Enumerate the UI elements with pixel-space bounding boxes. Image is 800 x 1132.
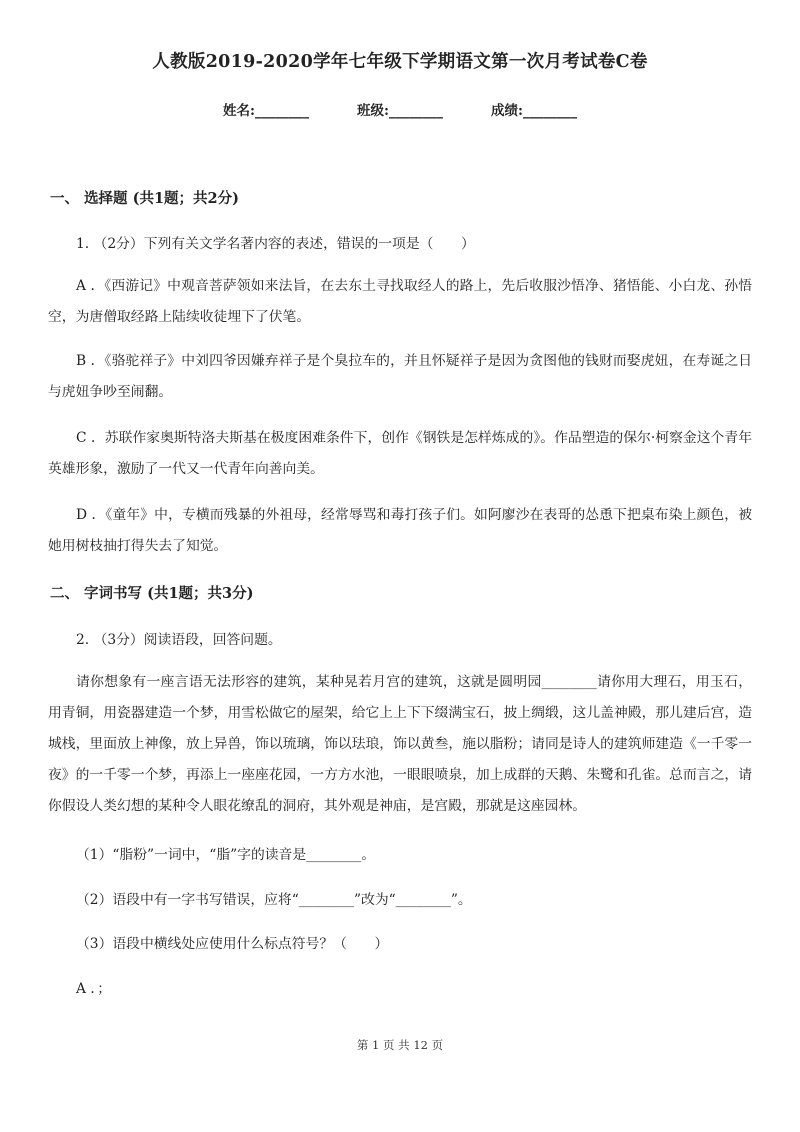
class-field-label: 班级:________: [357, 103, 443, 119]
question-1-option-d: D ．《童年》中，专横而残暴的外祖母，经常辱骂和毒打孩子们。如阿廖沙在表哥的怂恿下把桌布染上颜色，被她用树枝抽打得失去了知觉。: [48, 507, 752, 554]
question-1-stem: 1. （2分）下列有关文学名著内容的表述，错误的一项是（ ）: [76, 236, 475, 252]
student-info-row: [0, 99, 800, 119]
name-field-label: 姓名:________: [223, 103, 309, 119]
section-heading-writing: 二、 字词书写 (共1题；共3分): [50, 585, 254, 602]
question-1-option-c: C ．苏联作家奥斯特洛夫斯基在极度困难条件下，创作《钢铁是怎样炼成的》。作品塑造的保尔·柯察金这个青年英雄形象，激励了一代又一代青年向善向美。: [48, 430, 752, 477]
reading-passage: 请你想象有一座言语无法形容的建筑，某种晃若月宫的建筑，这就是圆明园________请你用大理石，用玉石，用青铜，用瓷器建造一个梦，用雪松做它的屋架，给它上上下下缀满宝石，披上绸缎，这儿盖神殿，那儿建后宫，造城栈，里面放上神像，放上异兽，饰以琉璃，饰以珐琅，饰以黄叁，施以脂粉；请同是诗人的建筑师建造《一千零一夜》的一千零一个梦，再添上一座座花园，一方方水池，一眼眼喷泉，加上成群的天鹅、朱鹭和孔雀。总而言之，请你假设人类幻想的某种令人眼花缭乱的洞府，其外观是神庙，是宫殿，那就是这座园林。: [48, 674, 752, 814]
sub-question-3-option-a: A ．；: [76, 981, 112, 997]
sub-question-3: （3）语段中横线处应使用什么标点符号？（ ）: [76, 936, 389, 952]
question-1-option-b: B ．《骆驼祥子》中刘四爷因嫌弃祥子是个臭拉车的，并且怀疑祥子是因为贪图他的钱财而娶虎妞，在寿诞之日与虎妞争吵至闹翻。: [48, 353, 752, 400]
section-heading-choice: 一、 选择题 (共1题；共2分): [50, 190, 239, 207]
question-1-option-a: A ．《西游记》中观音菩萨领如来法旨，在去东土寻找取经人的路上，先后收服沙悟净、猪悟能、小白龙、孙悟空，为唐僧取经路上陆续收徒埋下了伏笔。: [48, 278, 752, 325]
page-indicator: 第 1 页 共 12 页: [356, 1038, 444, 1052]
score-field-label: 成绩:________: [490, 103, 577, 119]
sub-question-1: （1）“脂粉”一词中，“脂”字的读音是________。: [76, 847, 376, 863]
page-title: 人教版2019-2020学年七年级下学期语文第一次月考试卷C卷: [152, 52, 648, 72]
sub-question-2: （2）语段中有一字书写错误，应将“________”改为“________”。: [76, 892, 472, 908]
question-2-stem: 2. （3分）阅读语段，回答问题。: [76, 632, 282, 648]
